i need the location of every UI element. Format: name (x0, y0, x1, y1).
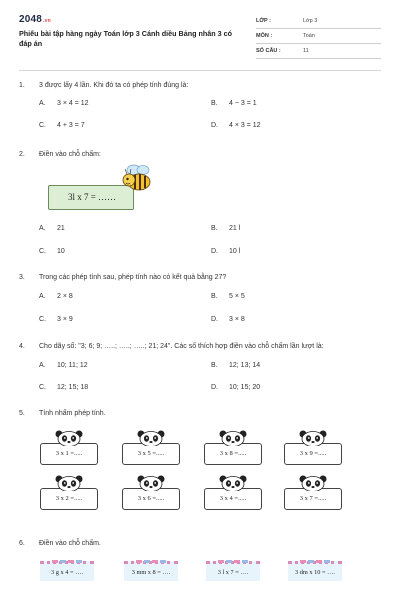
multiplication-expression: 3 x 2 =..... (55, 495, 83, 502)
meta-label: SỐ CÂU : (256, 48, 281, 54)
option-c[interactable]: C. 4 + 3 = 7 (39, 122, 85, 129)
meta-row-count (256, 44, 381, 59)
multiplication-expression: 3 x 1 =..... (55, 450, 83, 457)
panda-card (204, 430, 262, 470)
question-number: 6. (19, 540, 25, 547)
meta-row-subject (256, 29, 381, 44)
panda-card-board (40, 443, 98, 465)
multiplication-expression: 3 x 5 =..... (137, 450, 165, 457)
unit-expression: 3 dm x 10 = …. (295, 569, 335, 576)
panda-card-board (204, 443, 262, 465)
decoration-icon (136, 558, 166, 561)
panda-card-board (284, 443, 342, 465)
multiplication-expression: 3 x 6 =..... (137, 495, 165, 502)
decoration-icon (52, 558, 82, 561)
question-text: Điền vào chỗ chấm: (39, 151, 101, 158)
unit-card (124, 561, 178, 581)
panda-card (204, 475, 262, 515)
meta-row-class (256, 14, 381, 29)
multiplication-expression: 3 x 9 =..... (299, 450, 327, 457)
panda-card (284, 430, 342, 470)
panda-card (40, 430, 98, 470)
option-b[interactable]: B. 4 − 3 = 1 (211, 100, 257, 107)
header-divider (19, 70, 381, 71)
multiplication-expression: 3 x 8 =..... (219, 450, 247, 457)
meta-value: Lớp 3 (303, 18, 318, 24)
question-4 (19, 343, 381, 393)
unit-card (206, 561, 260, 581)
meta-label: MÔN : (256, 33, 273, 39)
option-d[interactable]: D. 10; 15; 20 (211, 384, 261, 391)
question-1 (19, 82, 381, 132)
bee-icon (121, 164, 155, 194)
multiplication-expression: 3 x 7 =..... (299, 495, 327, 502)
fill-in-expression: 3l x 7 = …… (67, 192, 117, 202)
question-number: 3. (19, 274, 25, 281)
option-d[interactable]: D. 3 × 8 (211, 316, 245, 323)
panda-card (40, 475, 98, 515)
panda-card-board (122, 488, 180, 510)
question-number: 1. (19, 82, 25, 89)
question-number: 4. (19, 343, 25, 350)
option-d[interactable]: D. 4 × 3 = 12 (211, 122, 261, 129)
worksheet-title: Phiếu bài tập hàng ngày Toán lớp 3 Cánh diều Bảng nhân 3 có đáp án (19, 29, 233, 48)
multiplication-expression: 3 x 4 =..... (219, 495, 247, 502)
unit-card (288, 561, 342, 581)
question-text: Tính nhẩm phép tính. (39, 410, 106, 417)
unit-expression: 3 g x 4 = …. (51, 569, 83, 576)
option-c[interactable]: C. 10 (39, 248, 65, 255)
option-b[interactable]: B. 5 × 5 (211, 293, 245, 300)
option-c[interactable]: C. 3 × 9 (39, 316, 73, 323)
question-text: Cho dãy số: "3; 6; 9; …..; …..; …..; 21; 24". Các số thích hợp điền vào chỗ chấm lần lượt là: (39, 343, 324, 350)
panda-card-board (204, 488, 262, 510)
question-text: Điền vào chỗ chấm. (39, 540, 101, 547)
unit-card (40, 561, 94, 581)
option-b[interactable]: B. 21 l (211, 225, 241, 232)
unit-expression: 3 l x 7 = …. (217, 569, 249, 576)
option-a[interactable]: A. 2 × 8 (39, 293, 73, 300)
option-a[interactable]: A. 3 × 4 = 12 (39, 100, 89, 107)
question-6 (19, 540, 381, 552)
meta-value: Toán (303, 33, 315, 39)
option-b[interactable]: B. 12; 13; 14 (211, 362, 261, 369)
question-3 (19, 274, 381, 324)
site-logo[interactable]: 2048.vn (19, 14, 51, 25)
option-c[interactable]: C. 12; 15; 18 (39, 384, 89, 391)
panda-card-board (40, 488, 98, 510)
question-text: Trong các phép tính sau, phép tính nào có kết quả bằng 27? (39, 274, 227, 281)
question-text: 3 được lấy 4 lần. Khi đó ta có phép tính đúng là: (39, 82, 189, 89)
option-a[interactable]: A. 21 (39, 225, 65, 232)
question-number: 5. (19, 410, 25, 417)
panda-card-board (284, 488, 342, 510)
panda-card (284, 475, 342, 515)
decoration-icon (218, 558, 248, 561)
worksheet-meta (256, 14, 381, 59)
option-a[interactable]: A. 10; 11; 12 (39, 362, 88, 369)
panda-card (122, 430, 180, 470)
option-d[interactable]: D. 10 l (211, 248, 241, 255)
panda-card-board (122, 443, 180, 465)
question-number: 2. (19, 151, 25, 158)
panda-card (122, 475, 180, 515)
decoration-icon (300, 558, 330, 561)
meta-value: 11 (303, 48, 309, 54)
unit-expression: 3 mm x 8 = …. (131, 569, 171, 576)
meta-label: LỚP : (256, 18, 271, 24)
question-5 (19, 410, 381, 422)
worksheet-header (19, 14, 381, 58)
